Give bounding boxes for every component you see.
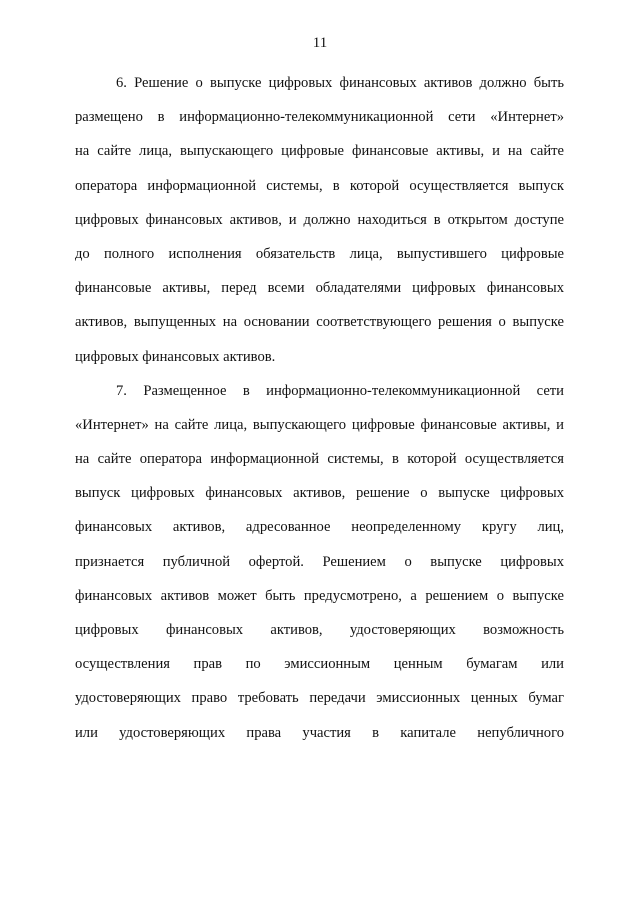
text-line: удостоверяющих право требовать передачи эмиссионных ценных бумаг xyxy=(75,690,564,707)
text-line: активов, выпущенных на основании соответствующего решения о выпуске xyxy=(75,314,564,331)
text-line: оператора информационной системы, в которой осуществляется выпуск xyxy=(75,177,564,194)
text-line: цифровых финансовых активов. xyxy=(75,348,276,365)
paragraph-7 xyxy=(75,374,564,750)
text-line: 6. Решение о выпуске цифровых финансовых активов должно быть xyxy=(116,75,564,91)
text-line: признается публичной офертой. Решением о выпуске цифровых xyxy=(75,553,564,570)
text-line: финансовые активы, перед всеми обладателями цифровых финансовых xyxy=(75,280,564,297)
text-line: цифровых финансовых активов, удостоверяющих возможность xyxy=(75,622,564,638)
text-line: до полного исполнения обязательств лица, выпустившего цифровые xyxy=(75,245,564,262)
text-line: «Интернет» на сайте лица, выпускающего цифровые финансовые активы, и xyxy=(75,416,564,433)
page-number: 11 xyxy=(312,35,328,51)
text-line: финансовых активов, адресованное неопределенному кругу лиц, xyxy=(75,519,564,536)
text-line: на сайте оператора информационной системы, в которой осуществляется xyxy=(75,451,564,468)
text-line: размещено в информационно-телекоммуникационной сети «Интернет» xyxy=(75,109,564,126)
text-line: финансовых активов может быть предусмотрено, а решением о выпуске xyxy=(75,587,564,604)
paragraph-6 xyxy=(75,66,564,374)
text-line: цифровых финансовых активов, и должно находиться в открытом доступе xyxy=(75,211,564,228)
text-line: или удостоверяющих права участия в капитале непубличного xyxy=(75,724,564,741)
text-line: 7. Размещенное в информационно-телекоммуникационной сети xyxy=(116,382,564,399)
text-line: выпуск цифровых финансовых активов, решение о выпуске цифровых xyxy=(75,485,564,502)
text-line: на сайте лица, выпускающего цифровые финансовые активы, и на сайте xyxy=(75,143,564,160)
body-text xyxy=(75,66,564,750)
text-line: осуществления прав по эмиссионным ценным бумагам или xyxy=(75,656,564,673)
